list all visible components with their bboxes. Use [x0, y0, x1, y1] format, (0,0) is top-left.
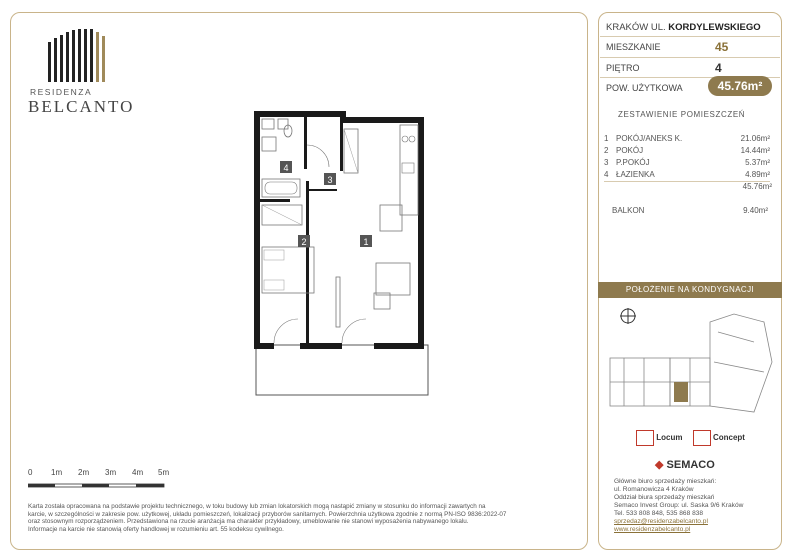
room-label-3: 3: [327, 175, 333, 185]
usable-area-label: POW. UŻYTKOWA: [606, 83, 683, 93]
apartment-number: 45: [715, 40, 729, 54]
address: KRAKÓW UL. KORDYLEWSKIEGO: [606, 22, 761, 33]
apartment-row: MIESZKANIE: [606, 42, 661, 52]
scale-label: 4m: [132, 468, 144, 477]
room-label-1: 1: [363, 237, 369, 247]
website-link[interactable]: www.residenzabelcanto.pl: [614, 526, 691, 533]
floor-plan: [240, 105, 440, 410]
rooms-title: ZESTAWIENIE POMIESZCZEŃ: [618, 110, 746, 119]
scale-bar: [28, 468, 170, 497]
scale-label: 0: [28, 468, 33, 477]
room-label-2: 2: [301, 237, 307, 247]
disclaimer: Karta została opracowana na podstawie projektu technicznego, w toku budowy lub zmian lokatorskich mogą nastąpić zmiany w stosunku do informacji zawartych na karcie, w szczególności w zakresie pow. użytkowej, układu pomieszczeń, lokalizacji przyborów sanitarnych. Powierzchnia użytkowa zgodnie z normą PN-ISO 9836:2022-07 oraz stosownym rozporządzeniem. Przedstawiona na rzucie aranżacja ma charakter przykładowy, umeblowanie nie stanowi wyposażenia nabywanego lokalu. Informacje na karcie nie stanowią oferty handlowej w rozumieniu art. 55 kodeksu cywilnego.: [28, 503, 507, 533]
brand-name: BELCANTO: [28, 97, 135, 116]
key-plan: [604, 302, 776, 427]
floor-row: PIĘTRO: [606, 63, 640, 73]
scale-label: 3m: [105, 468, 117, 477]
locum-logo-icon: [636, 430, 654, 446]
partners: Locum Concept: [636, 430, 745, 446]
concept-logo-icon: [693, 430, 711, 446]
brand-small: RESIDENZA: [30, 87, 93, 97]
floor-position-title: POŁOŻENIE NA KONDYGNACJI: [598, 282, 782, 298]
email-link[interactable]: sprzedaz@residenzabelcanto.pl: [614, 518, 708, 525]
room-label-4: 4: [283, 163, 289, 173]
floor-number: 4: [715, 61, 722, 75]
scale-label: 5m: [158, 468, 170, 477]
rooms-total: 45.76m²: [742, 182, 772, 191]
developer-logo: ◆ SEMACO: [655, 459, 715, 471]
sales-info: Główne biuro sprzedaży mieszkań: ul. Romanowicza 4 Kraków Oddział biura sprzedaży mieszkań Semaco Invest Group: ul. Saska 9/6 Kraków Tel. 533 808 848, 535 868 838 sprzedaz@residenzabelcanto.pl www.residenzabelcanto.pl: [614, 478, 744, 533]
balcony-row: BALKON 9.40m²: [612, 206, 768, 215]
brand-logo: [26, 28, 146, 86]
usable-area-badge: 45.76m²: [708, 76, 772, 96]
scale-label: 2m: [78, 468, 90, 477]
semaco-icon: ◆: [655, 459, 664, 471]
scale-label: 1m: [51, 468, 63, 477]
